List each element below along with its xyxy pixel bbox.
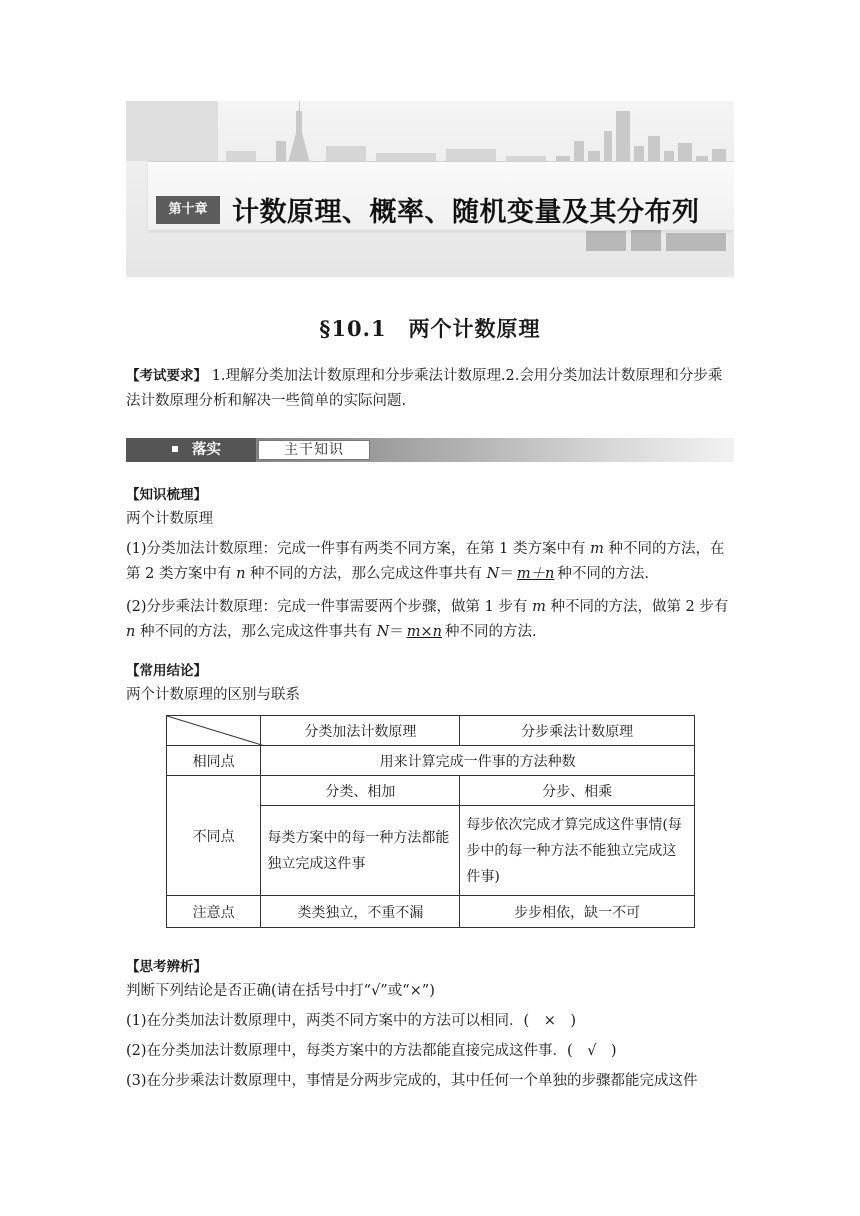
chapter-number-tag: 第十章 [156, 196, 220, 224]
requirements-text: 1.理解分类加法计数原理和分步乘法计数原理.2.会用分类加法计数原理和分步乘法计数原理分析和解决一些简单的实际问题. [126, 368, 723, 409]
answer-text: m×n [406, 624, 442, 640]
table-header-cell: 分类加法计数原理 [261, 716, 460, 746]
comparison-table [166, 715, 695, 928]
requirements-label: 【考试要求】 [126, 368, 207, 384]
diagonal-line [167, 716, 265, 746]
section-title: §10.1 两个计数原理 [319, 316, 541, 341]
table-row [167, 776, 695, 806]
strip-tag: 主干知识 [258, 440, 370, 460]
text-run: 种不同的方法，那么完成这件事共有 [135, 624, 377, 640]
square-bullet-icon [172, 446, 178, 452]
table-cell: 用来计算完成一件事的方法种数 [261, 746, 695, 776]
strip-lead-text: 落实 [192, 442, 221, 458]
table-row [167, 716, 695, 746]
answer-text: m＋n [516, 566, 555, 582]
conclusion-intro: 两个计数原理的区别与联系 [126, 687, 300, 703]
variable-m: m [532, 599, 546, 615]
text-run: (1)分类加法计数原理：完成一件事有两类不同方案，在第 1 类方案中有 [126, 541, 591, 557]
knowledge-intro: 两个计数原理 [126, 511, 213, 527]
table-cell: 分类、相加 [261, 776, 460, 806]
list-item: (2)在分类加法计数原理中，每类方案中的方法都能直接完成这件事．( √ ) [126, 1043, 617, 1059]
row-label: 注意点 [167, 896, 261, 928]
table-row [167, 896, 695, 928]
table-cell: 分步、相乘 [460, 776, 695, 806]
text-run: 种不同的方法，做第 2 步有 [545, 599, 729, 615]
table-cell: 每类方案中的每一种方法都能独立完成这件事 [261, 806, 460, 896]
text-run: ＝ [389, 624, 404, 640]
diagonal-header-cell [167, 716, 261, 746]
text-run: 种不同的方法. [445, 624, 537, 640]
section-strip [126, 438, 734, 462]
answer-blank [404, 624, 445, 640]
chapter-title-bar [148, 161, 734, 230]
row-label: 不同点 [167, 776, 261, 896]
variable-N: N [376, 624, 390, 640]
knowledge-item-2 [126, 595, 736, 645]
variable-n: n [126, 624, 136, 640]
chapter-title: 计数原理、概率、随机变量及其分布列 [232, 197, 700, 228]
table-row [167, 746, 695, 776]
thinking-label: 【思考辨析】 [126, 959, 207, 975]
knowledge-item-1 [126, 537, 736, 587]
list-item: (1)在分类加法计数原理中，两类不同方案中的方法可以相同．( × ) [126, 1013, 577, 1029]
strip-lead [126, 438, 256, 462]
table-cell: 类类独立，不重不漏 [261, 896, 460, 928]
knowledge-label: 【知识梳理】 [126, 487, 207, 503]
table-cell: 步步相依，缺一不可 [460, 896, 695, 928]
chapter-banner [126, 101, 734, 277]
text-run: 种不同的方法，在第 2 类方案中有 [126, 541, 725, 582]
text-run: (2)分步乘法计数原理：完成一件事需要两个步骤，做第 1 步有 [126, 599, 533, 615]
list-item: (3)在分步乘法计数原理中，事情是分两步完成的，其中任何一个单独的步骤都能完成这件 [126, 1073, 698, 1089]
text-run: 种不同的方法. [557, 566, 650, 582]
table-header-cell: 分步乘法计数原理 [460, 716, 695, 746]
variable-n: n [236, 566, 246, 582]
variable-m: m [590, 541, 604, 557]
exam-requirements [126, 364, 736, 414]
text-run: ＝ [499, 566, 514, 582]
conclusion-label: 【常用结论】 [126, 663, 207, 679]
row-label: 相同点 [167, 746, 261, 776]
text-run: 种不同的方法，那么完成这件事共有 [245, 566, 487, 582]
table-cell: 每步依次完成才算完成这件事情(每步中的每一种方法不能独立完成这件事) [460, 806, 695, 896]
variable-N: N [486, 566, 500, 582]
answer-blank [514, 566, 558, 582]
thinking-intro: 判断下列结论是否正确(请在括号中打“√”或“×”) [126, 983, 435, 999]
